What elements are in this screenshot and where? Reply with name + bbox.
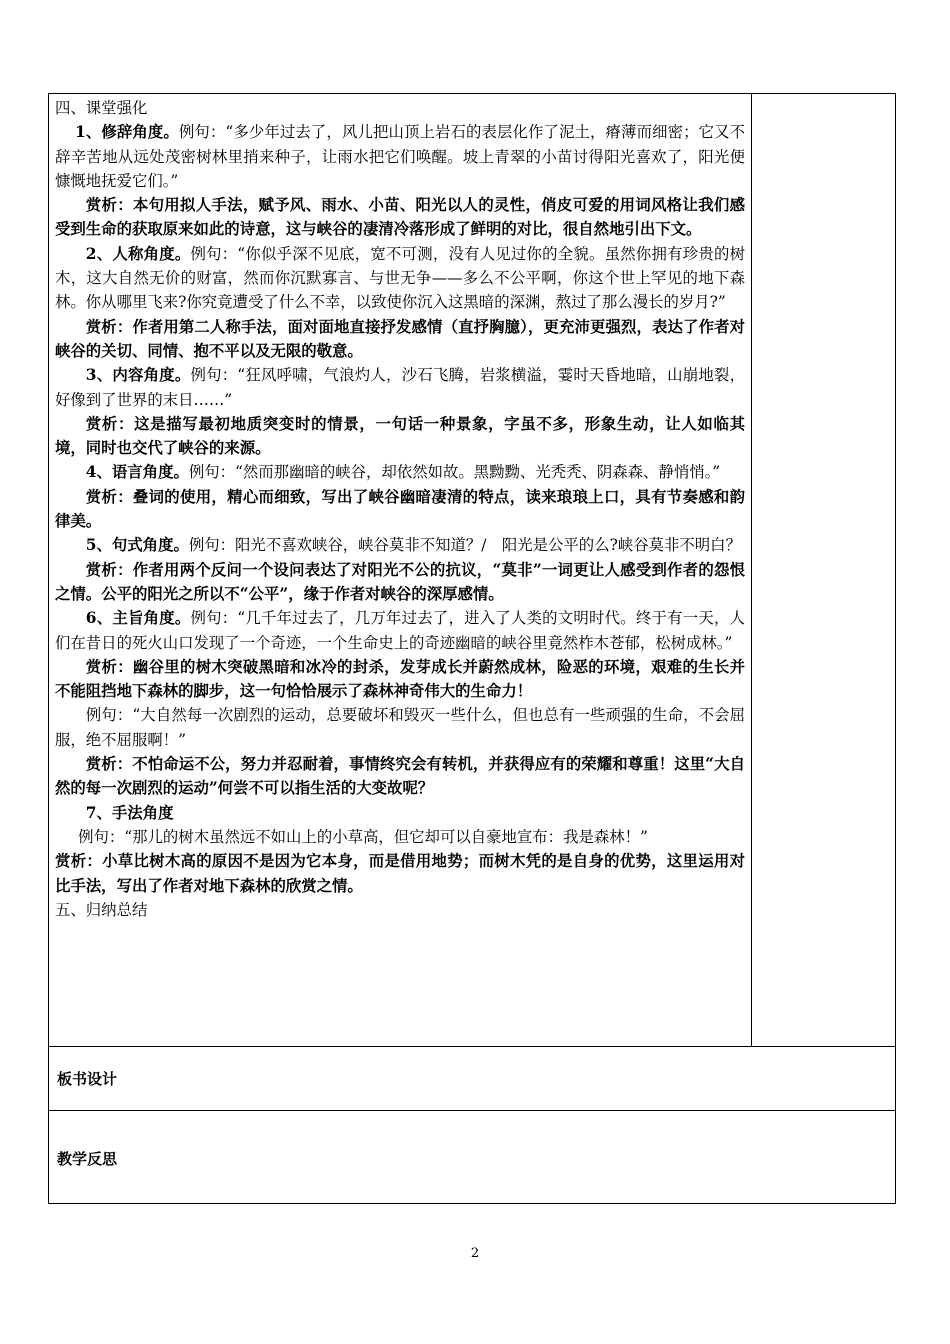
item-heading: 4、语言角度。 [85,463,189,482]
section-heading-5: 五、归纳总结 [55,900,148,919]
item-example: 例句：“狂风呼啸，气浪灼人，沙石飞腾，岩浆横溢，霎时天昏地暗，山崩地裂，好像到了世界的末日……” [55,366,745,409]
section-heading-4: 四、课堂强化 [55,99,148,117]
item-example: 例句：“然而那幽暗的峡谷，却依然如故。黑黝黝、光秃秃、阴森森、静悄悄。” [188,463,721,482]
board-design-row [49,1047,895,1111]
item-4 [55,460,745,484]
board-design-label: 板书设计 [57,1070,118,1088]
item-analysis: 赏析：这是描写最初地质突变时的情景，一句话一种景象，字虽不多，形象生动，让人如临其境，同时也交代了峡谷的来源。 [55,414,745,458]
item-analysis [55,558,745,607]
item-analysis: 赏析：叠词的使用，精心而细致，写出了峡谷幽暗凄清的特点，读来琅琅上口，具有节奏感和韵律美。 [55,487,745,531]
item-3 [55,363,745,412]
item-2 [55,242,745,315]
item-1 [55,120,745,193]
item-7-heading: 7、手法角度 [85,803,174,822]
item-analysis: 赏析：小草比树木高的原因不是因为它本身，而是借用地势；而树木凭的是自身的优势，这里运用对比手法，写出了作者对地下森林的欣赏之情。 [55,852,745,895]
item-heading: 3、内容角度。 [85,366,191,385]
item-5 [55,533,745,557]
teaching-reflection-label: 教学反思 [57,1150,118,1168]
item-example: 例句：“多少年过去了，风儿把山顶上岩石的表层化作了泥土，瘠薄而细密；它又不辞辛苦地从远处茂密树林里捎来种子，让雨水把它们唤醒。坡上青翠的小苗讨得阳光喜欢了，阳光便慷慨地抚爱它们。” [55,123,745,190]
item-example-2: 例句：“大自然每一次剧烈的运动，总要破坏和毁灭一些什么，但也总有一些顽强的生命，不会屈服，绝不屈服啊！” [55,706,745,749]
item-analysis: 赏析：作者用第二人称手法，面对面地直接抒发感情（直抒胸臆），更充沛更强烈，表达了作者对峡谷的关切、同情、抱不平以及无限的敬意。 [55,317,745,360]
notes-cell [752,94,895,1046]
item-heading: 5、句式角度。 [85,536,189,555]
lesson-plan-table [48,93,896,1204]
item-example: 例句：阳光不喜欢峡谷，峡谷莫非不知道？/ 阳光是公平的么?峡谷莫非不明白？ [188,536,741,555]
item-heading: 2、人称角度。 [85,244,191,263]
item-example: 例句：“那儿的树木虽然远不如山上的小草高，但它却可以自豪地宣布：我是森林！” [78,827,648,846]
item-analysis: 赏析：本句用拟人手法，赋予风、雨水、小苗、阳光以人的灵性，俏皮可爱的用词风格让我们感受到生命的获取原来如此的诗意，这与峡谷的凄清冷落形成了鲜明的对比，很自然地引出下文。 [55,196,745,239]
item-analysis-rest: 公平的阳光之所以不“公平”，缘于作者对峡谷的深厚感情。 [101,584,504,603]
item-analysis-2: 赏析：不怕命运不公，努力并忍耐着，事情终究会有转机，并获得应有的荣耀和尊重！这里“大自然的每一次剧烈的运动”何尝不可以指生活的大变故呢？ [55,755,745,798]
page-number: 2 [470,1246,480,1261]
item-analysis: 赏析：幽谷里的树木突破黑暗和冰冷的封杀，发芽成长并蔚然成林，险恶的环境，艰难的生长并不能阻挡地下森林的脚步，这一句恰恰展示了森林神奇伟大的生命力！ [55,657,745,701]
item-analysis-bold: 赏析：作者用两个反问一个设问表达了对阳光不公的抗议，“莫非”一词更让人感受到作者的怨恨之情。 [55,560,745,603]
content-cell [49,94,752,1046]
teaching-reflection-row [49,1111,895,1203]
item-heading: 6、主旨角度。 [85,609,191,628]
content-row [49,94,895,1047]
item-example: 例句：“你似乎深不见底，宽不可测，没有人见过你的全貌。虽然你拥有珍贵的树木，这大自然无价的财富，然而你沉默寡言、与世无争——多么不公平啊，你这个世上罕见的地下森林。你从哪里飞来?你究竟遭受了什么不幸，以致使你沉入这黑暗的深渊，熬过了那么漫长的岁月?” [55,244,745,312]
item-heading: 1、修辞角度。 [75,123,179,142]
item-6 [55,606,745,655]
item-example: 例句：“几千年过去了，几万年过去了，进入了人类的文明时代。终于有一天，人们在昔日的死火山口发现了一个奇迹，一个生命史上的奇迹幽暗的峡谷里竟然柞木苍郁，松树成林。” [55,609,745,652]
